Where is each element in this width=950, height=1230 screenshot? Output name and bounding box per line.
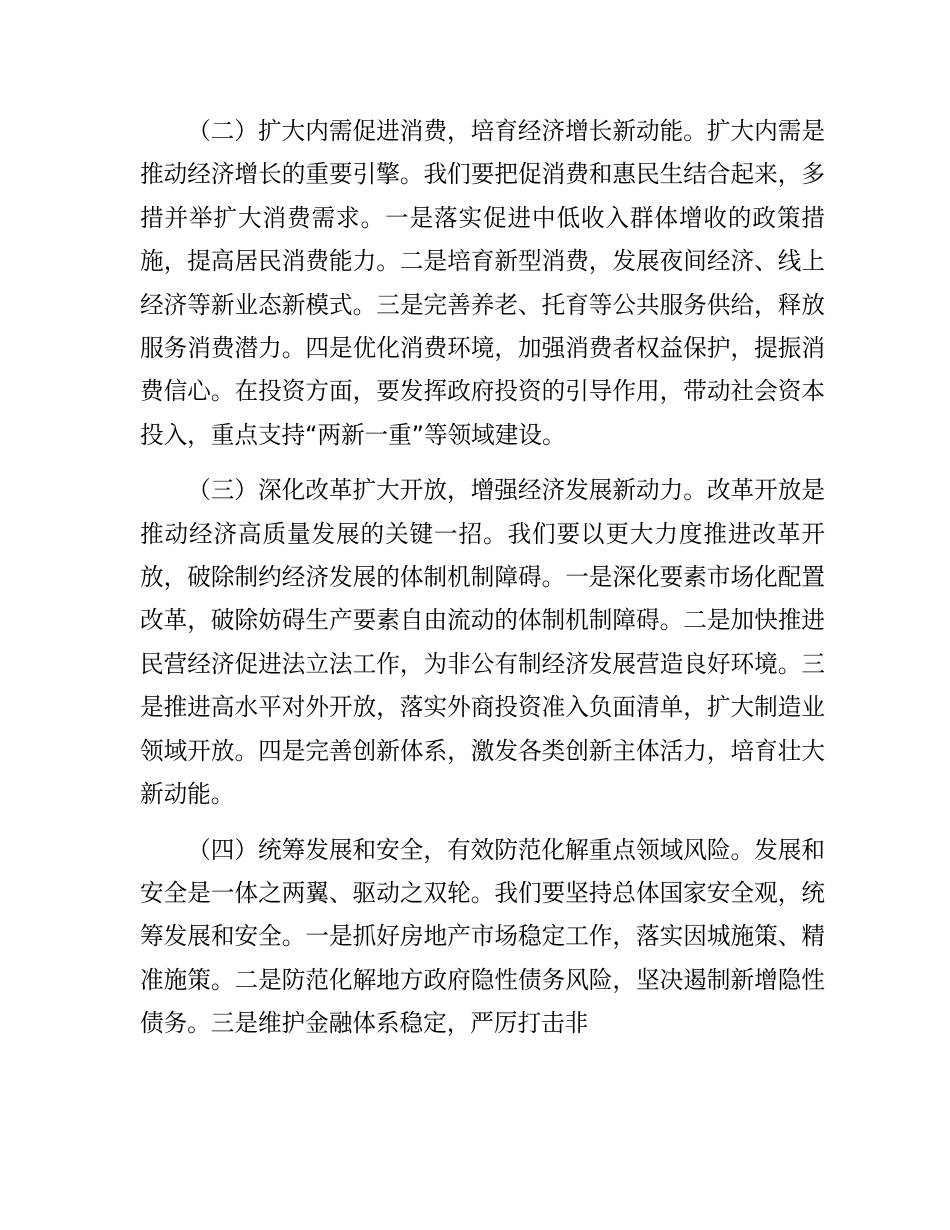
document-body: [140, 110, 825, 1058]
paragraph-development-and-security: （四）统筹发展和安全，有效防范化解重点领域风险。发展和安全是一体之两翼、驱动之双轮。我们要坚持总体国家安全观，统筹发展和安全。一是抓好房地产市场稳定工作，落实因城施策、精准施策。二是防范化解地方政府隐性债务风险，坚决遏制新增隐性债务。三是维护金融体系稳定，严厉打击非: [140, 835, 825, 1038]
paragraph-expand-domestic-demand: （二）扩大内需促进消费，培育经济增长新动能。扩大内需是推动经济增长的重要引擎。我们要把促消费和惠民生结合起来，多措并举扩大消费需求。一是落实促进中低收入群体增收的政策措施，提高居民消费能力。二是培育新型消费，发展夜间经济、线上经济等新业态新模式。三是完善养老、托育等公共服务供给，释放服务消费潜力。四是优化消费环境，加强消费者权益保护，提振消费信心。在投资方面，要发挥政府投资的引导作用，带动社会资本投入，重点支持“两新一重”等领域建设。: [140, 117, 825, 449]
paragraph-deepen-reform: （三）深化改革扩大开放，增强经济发展新动力。改革开放是推动经济高质量发展的关键一招。我们要以更大力度推进改革开放，破除制约经济发展的体制机制障碍。一是深化要素市场化配置改革，破除妨碍生产要素自由流动的体制机制障碍。二是加快推进民营经济促进法立法工作，为非公有制经济发展营造良好环境。三是推进高水平对外开放，落实外商投资准入负面清单，扩大制造业领域开放。四是完善创新体系，激发各类创新主体活力，培育壮大新动能。: [140, 476, 825, 809]
